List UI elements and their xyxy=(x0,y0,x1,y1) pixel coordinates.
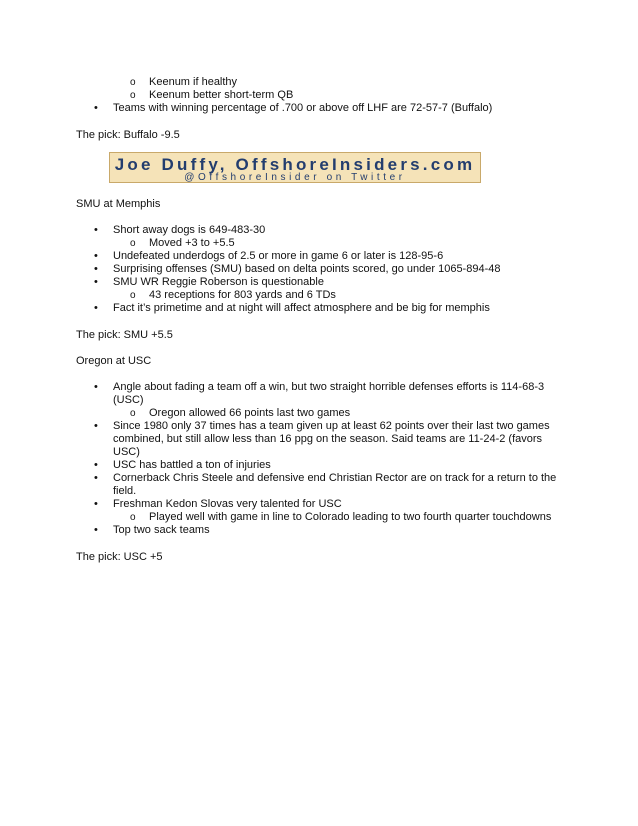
bullet-text: Angle about fading a team off a win, but two straight horrible defenses efforts is 114-68-3 xyxy=(113,381,545,393)
sub-bullet-text: Moved +3 to +5.5 xyxy=(149,237,235,249)
bullet-marker: • xyxy=(94,420,98,432)
bullet-marker: • xyxy=(94,102,98,114)
sub-bullet-marker: o xyxy=(130,512,136,523)
sub-bullet-marker: o xyxy=(130,77,136,88)
bullet-text-continued: USC) xyxy=(113,446,140,458)
bullet-text: Since 1980 only 37 times has a team given up at least 62 points over their last two games xyxy=(113,420,550,432)
sub-bullet-text: Keenum better short-term QB xyxy=(149,89,294,101)
banner-subtitle: @OffshoreInsider on Twitter xyxy=(184,172,406,183)
bullet-marker: • xyxy=(94,302,98,314)
bullet-text-continued: combined, but still allow less than 16 ppg on the season. Said teams are 11-24-2 (favors xyxy=(113,433,543,445)
bullet-marker: • xyxy=(94,263,98,275)
bullet-text-continued: field. xyxy=(113,485,137,497)
bullet-marker: • xyxy=(94,276,98,288)
bullet-text: Cornerback Chris Steele and defensive end Christian Rector are on track for a return to the xyxy=(113,472,557,484)
bullet-text: Surprising offenses (SMU) based on delta points scored, go under 1065-894-48 xyxy=(113,263,501,275)
bullet-text: Short away dogs is 649-483-30 xyxy=(113,224,266,236)
bullet-text: Undefeated underdogs of 2.5 or more in game 6 or later is 128-95-6 xyxy=(113,250,444,262)
sub-bullet-text: Keenum if healthy xyxy=(149,76,238,88)
sub-bullet-text: 43 receptions for 803 yards and 6 TDs xyxy=(149,289,336,301)
bullet-text: SMU WR Reggie Roberson is questionable xyxy=(113,276,324,288)
bullet-marker: • xyxy=(94,250,98,262)
bullet-marker: • xyxy=(94,224,98,236)
bullet-text: Teams with winning percentage of .700 or above off LHF are 72-57-7 (Buffalo) xyxy=(113,102,493,114)
bullet-marker: • xyxy=(94,381,98,393)
section-heading-smu: SMU at Memphis xyxy=(76,198,161,210)
bullet-text-continued: (USC) xyxy=(113,394,144,406)
bullet-marker: • xyxy=(94,498,98,510)
sub-bullet-marker: o xyxy=(130,238,136,249)
bullet-text: Freshman Kedon Slovas very talented for USC xyxy=(113,498,342,510)
promo-banner[interactable] xyxy=(109,152,481,183)
banner-title: Joe Duffy, OffshoreInsiders.com xyxy=(114,155,476,174)
sub-bullet-text: Played well with game in line to Colorado leading to two fourth quarter touchdowns xyxy=(149,511,552,523)
pick-smu: The pick: SMU +5.5 xyxy=(76,329,173,341)
sub-bullet-text: Oregon allowed 66 points last two games xyxy=(149,407,351,419)
bullet-marker: • xyxy=(94,472,98,484)
pick-buffalo: The pick: Buffalo -9.5 xyxy=(76,129,180,141)
pick-usc: The pick: USC +5 xyxy=(76,551,163,563)
bullet-marker: • xyxy=(94,524,98,536)
bullet-marker: • xyxy=(94,459,98,471)
sub-bullet-marker: o xyxy=(130,290,136,301)
bullet-text: Fact it’s primetime and at night will affect atmosphere and be big for memphis xyxy=(113,302,490,314)
bullet-text: USC has battled a ton of injuries xyxy=(113,459,271,471)
bullet-text: Top two sack teams xyxy=(113,524,210,536)
sub-bullet-marker: o xyxy=(130,408,136,419)
section-heading-oregon: Oregon at USC xyxy=(76,355,152,367)
sub-bullet-marker: o xyxy=(130,90,136,101)
